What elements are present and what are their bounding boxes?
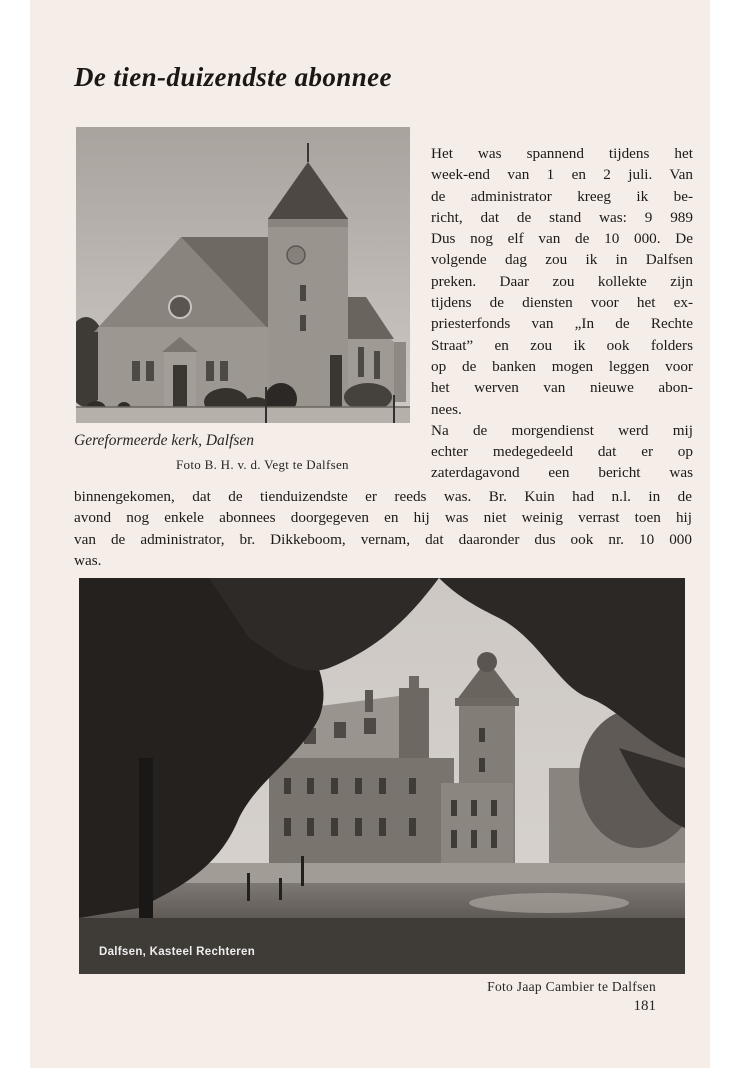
column-line: preken. Daar zou kollekte zijn: [431, 272, 693, 290]
castle-photo-caption: Dalfsen, Kasteel Rechteren: [99, 946, 256, 958]
church-photo: [76, 127, 410, 423]
church-photo-credit: Foto B. H. v. d. Vegt te Dalfsen: [176, 457, 349, 472]
body-line: avond nog enkele abonnees doorgegeven en hij was niet weinig verrast toen hij: [74, 509, 692, 527]
article-title: De tien-duizendste abonnee: [74, 62, 392, 92]
body-line: binnengekomen, dat de tienduizendste er reeds was. Br. Kuin had n.l. in de: [74, 488, 692, 505]
castle-photo-credit: Foto Jaap Cambier te Dalfsen: [487, 979, 656, 994]
magazine-page: [30, 0, 710, 1068]
column-line: de administrator kreeg ik be-: [431, 187, 693, 205]
column-line: priesterfonds van „In de Rechte: [431, 315, 693, 333]
castle-photo: [79, 578, 685, 974]
column-line: Na de morgendienst werd mij: [431, 421, 693, 439]
column-line: volgende dag zou ik in Dalfsen: [431, 251, 693, 269]
page-number: 181: [633, 998, 656, 1014]
column-line: Dus nog elf van de 10 000. De: [431, 230, 693, 248]
column-line: week-end van 1 en 2 juli. Van: [431, 166, 693, 184]
body-line: was.: [74, 551, 102, 569]
body-line: van de administrator, br. Dikkeboom, vernam, dat daaronder dus ook nr. 10 000: [74, 530, 692, 548]
column-line: nees.: [431, 400, 462, 418]
column-line: echter medegedeeld dat er op: [431, 443, 693, 461]
column-line: het werven van nieuwe abon-: [431, 379, 693, 397]
column-line: Het was spannend tijdens het: [431, 145, 693, 162]
column-line: op de banken mogen leggen voor: [431, 357, 693, 375]
column-line: tijdens de diensten voor het ex-: [431, 294, 693, 312]
column-line: Straat” en zou ik ook folders: [431, 336, 693, 354]
article-column-text: [431, 143, 693, 484]
church-photo-caption: Gereformeerde kerk, Dalfsen: [74, 432, 255, 449]
column-line: zaterdagavond een bericht was: [431, 464, 693, 482]
column-line: richt, dat de stand was: 9 989: [431, 208, 693, 226]
article-full-width-text: [74, 486, 692, 571]
